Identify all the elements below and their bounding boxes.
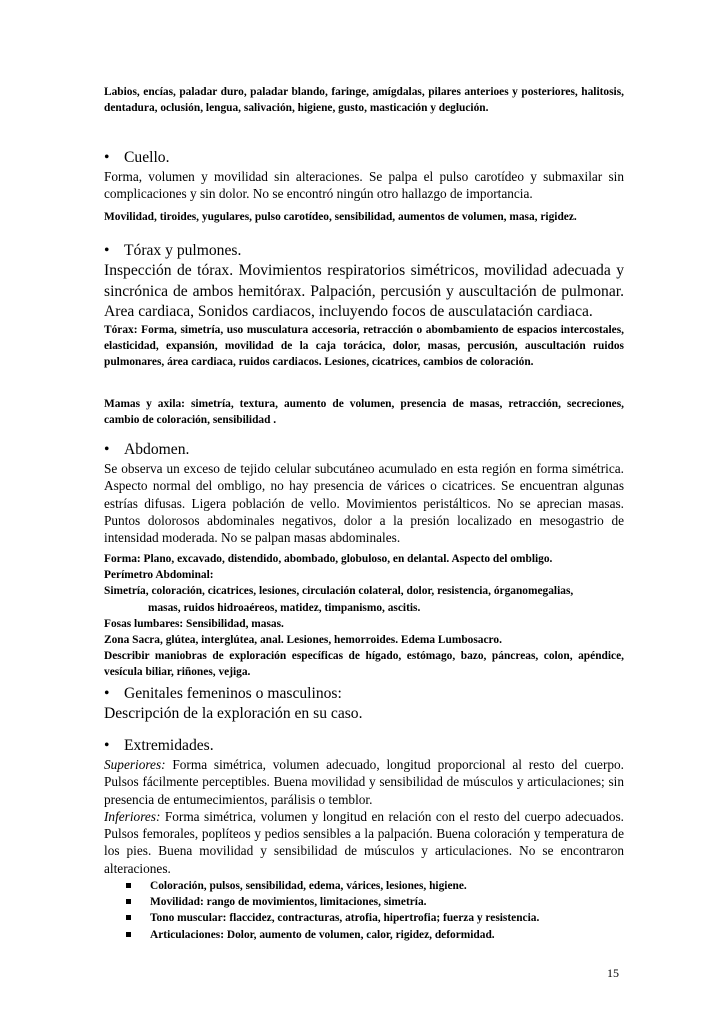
genitales-heading — [104, 684, 624, 704]
abdomen-fosas: Fosas lumbares: Sensibilidad, masas. — [104, 617, 284, 630]
torax-title: Tórax y pulmones. — [124, 242, 242, 259]
bullet-icon: • — [104, 242, 110, 259]
inferiores-label: Inferiores: — [104, 808, 161, 824]
cuello-detalle: Movilidad, tiroides, yugulares, pulso carotídeo, sensibilidad, aumentos de volumen, masa, rigidez. — [104, 211, 577, 223]
abdomen-zona-sacra: Zona Sacra, glútea, interglútea, anal. Lesiones, hemorroides. Edema Lumbosacro. — [104, 634, 502, 647]
list-item: Tono muscular: flaccidez, contracturas, atrofia, hipertrofia; fuerza y resistencia. — [104, 910, 624, 926]
extremidades-heading — [104, 736, 624, 756]
extremidades-section — [104, 736, 624, 877]
mamas-detalle: Mamas y axila: simetría, textura, aumento de volumen, presencia de masas, retracción, secreciones, cambio de coloración, sensibilidad . — [104, 398, 624, 427]
page-number: 15 — [607, 966, 619, 980]
square-bullet-icon — [126, 899, 131, 904]
abdomen-simetria: Simetría, coloración, cicatrices, lesiones, circulación colateral, dolor, resistencia, órganomegalias, — [104, 585, 574, 598]
square-bullet-icon — [126, 915, 131, 920]
abdomen-title: Abdomen. — [124, 441, 190, 458]
cuello-text: Forma, volumen y movilidad sin alteraciones. Se palpa el pulso carotídeo y submaxilar sin complicaciones y sin dolor. No se encontró ningún otro hallazgo de importancia. — [104, 169, 624, 202]
abdomen-simetria-cont: masas, ruidos hidroaéreos, matidez, timpanismo, ascitis. — [148, 601, 421, 614]
extremidades-list-block — [104, 878, 624, 943]
square-bullet-icon — [126, 932, 131, 937]
bullet-icon: • — [104, 441, 110, 458]
abdomen-forma: Forma: Plano, excavado, distendido, abombado, globuloso, en delantal. Aspecto del ombligo. — [104, 553, 553, 565]
extremidades-title: Extremidades. — [124, 737, 214, 754]
extremidades-superiores — [104, 756, 624, 808]
bullet-icon: • — [104, 149, 110, 166]
boca-detalle: Labios, encías, paladar duro, paladar blando, faringe, amígdalas, pilares anterioes y posteriores, halitosis, dentadura, oclusión, lengua, salivación, higiene, gusto, masticación y deglución. — [104, 86, 624, 115]
cuello-heading — [104, 148, 624, 168]
cuello-detalle-block — [104, 209, 624, 225]
torax-text: Inspección de tórax. Movimientos respiratorios simétricos, movilidad adecuada y sincrónica de ambos hemitórax. Palpación, percusión y auscultación de pulmonar. Area cardiaca, Sonidos cardiacos, incluyendo focos de ausculatación cardiaca. — [104, 262, 624, 321]
square-bullet-icon — [126, 883, 131, 888]
abdomen-section — [104, 440, 624, 546]
torax-heading — [104, 241, 624, 261]
superiores-label: Superiores: — [104, 757, 166, 772]
list-item: Movilidad: rango de movimientos, limitaciones, simetría. — [104, 894, 624, 910]
torax-detalle-block — [104, 322, 624, 371]
mamas-block — [104, 396, 624, 428]
genitales-section — [104, 684, 624, 724]
inferiores-text: Forma simétrica, volumen y longitud en relación con el resto del cuerpo adecuados. Pulsos femorales, poplíteos y pedios sensibles a la palpación. Buena coloración y temperatura de los pies. Buena movilidad y sensibilidad de músculos y articulaciones. No se encontraron alteraciones. — [104, 808, 624, 876]
bullet-icon: • — [104, 737, 110, 754]
cuello-section — [104, 148, 624, 203]
extremidades-list — [104, 878, 624, 943]
abdomen-heading — [104, 440, 624, 460]
abdomen-text: Se observa un exceso de tejido celular subcutáneo acumulado en esta región en forma simétrica. Aspecto normal del ombligo, no hay presencia de várices o cicatrices. Se encuentran algunas estrías difusas. Ligera población de vello. Movimientos peristálticos. No se aprecian masas. Puntos dolorosos abdominales negativos, dolor a la presión localizado en mesogastrio de intensidad moderada. No se palpan masas abdominales. — [104, 461, 624, 546]
list-item: Coloración, pulsos, sensibilidad, edema, várices, lesiones, higiene. — [104, 878, 624, 894]
bullet-icon: • — [104, 685, 110, 702]
abdomen-detalle-block — [104, 551, 624, 681]
extremidades-inferiores — [104, 808, 624, 877]
abdomen-maniobras: Describir maniobras de exploración específicas de hígado, estómago, bazo, páncreas, colon, apéndice, vesícula biliar, riñones, vejiga. — [104, 650, 624, 679]
torax-section — [104, 241, 624, 323]
genitales-title: Genitales femeninos o masculinos: — [124, 685, 342, 702]
genitales-text: Descripción de la exploración en su caso. — [104, 705, 363, 722]
cuello-title: Cuello. — [124, 149, 170, 166]
abdomen-perimetro: Perímetro Abdominal: — [104, 569, 214, 582]
boca-detalle-block — [104, 84, 624, 116]
superiores-text: Forma simétrica, volumen adecuado, longitud proporcional al resto del cuerpo. Pulsos fácilmente perceptibles. Buena movilidad y sensibilidad de músculos y articulaciones; sin presencia de entumecimientos, parálisis o temblor. — [104, 757, 624, 807]
list-item: Articulaciones: Dolor, aumento de volumen, calor, rigidez, deformidad. — [104, 927, 624, 943]
torax-detalle: Tórax: Forma, simetría, uso musculatura accesoria, retracción o abombamiento de espacios intercostales, elasticidad, expansión, movilidad de la caja torácica, dolor, masas, percusión, auscultación ruidos pulmonares, área cardiaca, ruidos cardiacos. Lesiones, cicatrices, cambios de coloración. — [104, 324, 624, 369]
